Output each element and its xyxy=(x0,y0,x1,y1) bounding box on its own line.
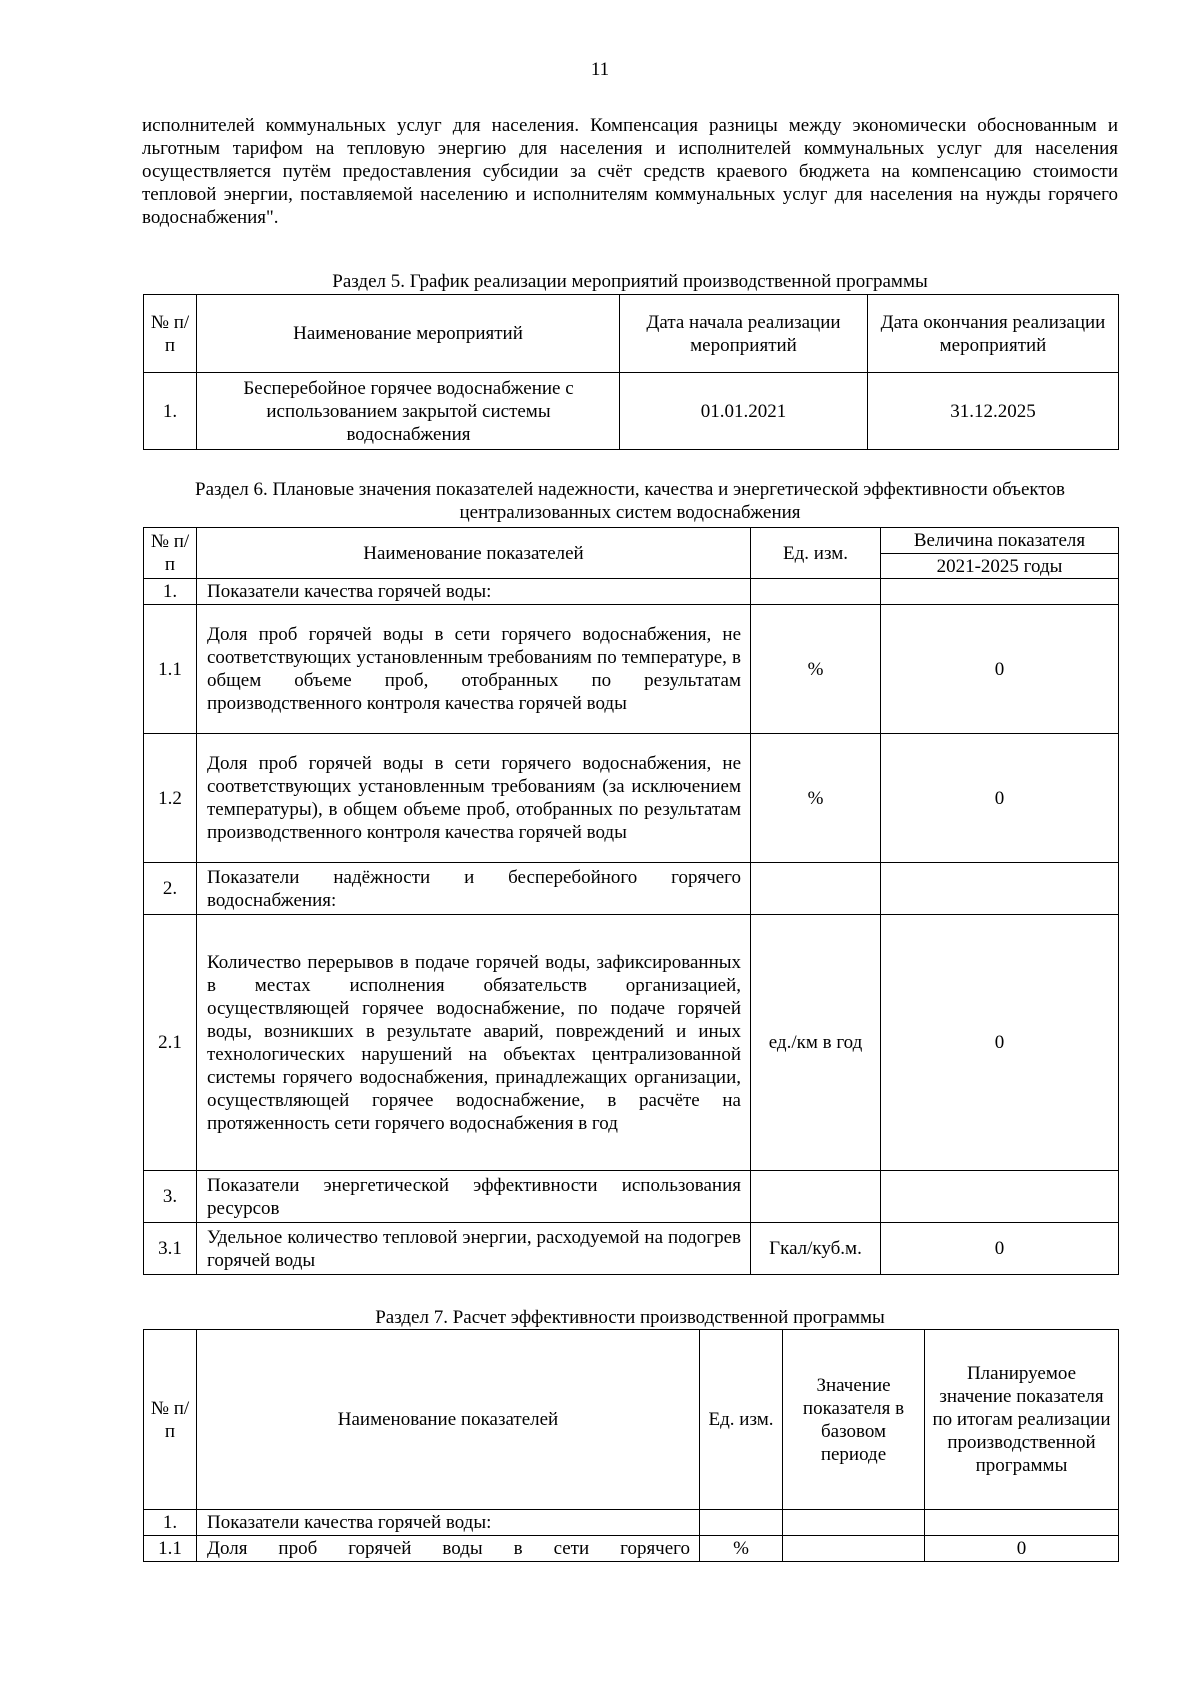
row-planned-value xyxy=(925,1510,1119,1536)
row-num: 3. xyxy=(144,1171,197,1223)
header-name: Наименование мероприятий xyxy=(197,295,620,373)
section6-table xyxy=(143,527,1119,1275)
section7-caption: Раздел 7. Расчет эффективности производственной программы xyxy=(375,1307,885,1328)
section6-caption: Раздел 6. Плановые значения показателей надежности, качества и энергетической эффективности объектов централизованных систем водоснабжения xyxy=(195,479,1065,523)
row-unit: % xyxy=(751,734,881,863)
row-num: 1.2 xyxy=(144,734,197,863)
section7-table xyxy=(143,1329,1119,1562)
row-num: 1. xyxy=(144,1510,197,1536)
table-row xyxy=(144,605,1119,734)
row-unit xyxy=(700,1510,783,1536)
row-value xyxy=(881,1171,1119,1223)
page-number: 11 xyxy=(590,59,610,80)
header-num: № п/п xyxy=(144,528,197,579)
table-header-row xyxy=(144,1330,1119,1510)
row-num: 1.1 xyxy=(144,1536,197,1562)
header-start-date: Дата начала реализации мероприятий xyxy=(620,295,868,373)
header-num: № п/п xyxy=(144,295,197,373)
header-num: № п/п xyxy=(144,1330,197,1510)
header-period: 2021-2025 годы xyxy=(881,554,1119,579)
section5-table xyxy=(143,294,1119,450)
header-value: Величина показателя xyxy=(881,528,1119,554)
row-name: Количество перерывов в подаче горячей воды, зафиксированных в местах исполнения обязательств организацией, осуществляющей горячее водоснабжение, по подаче горячей воды, возникших в результате аварий, повреждений и иных технологических нарушений на объектах централизованной системы горячего водоснабжения, принадлежащих организации, осуществляющей горячее водоснабжение, в расчёте на протяженность сети горячего водоснабжения в год xyxy=(197,915,751,1171)
row-end-date: 31.12.2025 xyxy=(868,373,1119,450)
row-unit xyxy=(751,579,881,605)
row-name: Показатели качества горячей воды: xyxy=(197,1510,700,1536)
table-row xyxy=(144,1536,1119,1562)
row-name: Показатели качества горячей воды: xyxy=(197,579,751,605)
table-header-row xyxy=(144,528,1119,554)
header-name: Наименование показателей xyxy=(197,1330,700,1510)
table-row xyxy=(144,863,1119,915)
row-value: 0 xyxy=(881,605,1119,734)
row-num: 3.1 xyxy=(144,1223,197,1275)
header-base-value: Значение показателя в базовом периоде xyxy=(783,1330,925,1510)
header-unit: Ед. изм. xyxy=(700,1330,783,1510)
table-row xyxy=(144,1171,1119,1223)
row-value: 0 xyxy=(881,734,1119,863)
table-row xyxy=(144,1223,1119,1275)
row-name: Доля проб горячей воды в сети горячего водоснабжения, не соответствующих установленным требованиям (за исключением температуры), в общем объеме проб, отобранных по результатам производственного контроля качества горячей воды xyxy=(197,734,751,863)
row-num: 1. xyxy=(144,373,197,450)
row-unit: ед./км в год xyxy=(751,915,881,1171)
table-row xyxy=(144,579,1119,605)
row-unit: Гкал/куб.м. xyxy=(751,1223,881,1275)
header-planned-value: Планируемое значение показателя по итогам реализации производственной программы xyxy=(925,1330,1119,1510)
row-num: 2.1 xyxy=(144,915,197,1171)
row-num: 1. xyxy=(144,579,197,605)
header-unit: Ед. изм. xyxy=(751,528,881,579)
row-value xyxy=(881,863,1119,915)
header-name: Наименование показателей xyxy=(197,528,751,579)
row-name: Удельное количество тепловой энергии, расходуемой на подогрев горячей воды xyxy=(197,1223,751,1275)
row-name: Бесперебойное горячее водоснабжение с использованием закрытой системы водоснабжения xyxy=(197,373,620,450)
table-row xyxy=(144,373,1119,450)
section5-caption: Раздел 5. График реализации мероприятий производственной программы xyxy=(332,271,928,292)
table-row xyxy=(144,734,1119,863)
table-row xyxy=(144,915,1119,1171)
intro-paragraph: исполнителей коммунальных услуг для населения. Компенсация разницы между экономически обоснованным и льготным тарифом на тепловую энергию для населения и исполнителей коммунальных услуг для населения осуществляется путём предоставления субсидии за счёт средств краевого бюджета на компенсацию стоимости тепловой энергии, поставляемой населению и исполнителям коммунальных услуг для населения на нужды горячего водоснабжения". xyxy=(142,115,1118,228)
row-unit xyxy=(751,1171,881,1223)
table-header-row xyxy=(144,295,1119,373)
row-value: 0 xyxy=(881,915,1119,1171)
row-name: Доля проб горячей воды в сети горячего xyxy=(197,1536,700,1562)
row-value: 0 xyxy=(881,1223,1119,1275)
row-start-date: 01.01.2021 xyxy=(620,373,868,450)
row-num: 2. xyxy=(144,863,197,915)
row-base-value xyxy=(783,1536,925,1562)
row-unit: % xyxy=(751,605,881,734)
row-unit: % xyxy=(700,1536,783,1562)
row-name: Показатели надёжности и бесперебойного горячего водоснабжения: xyxy=(197,863,751,915)
row-planned-value: 0 xyxy=(925,1536,1119,1562)
table-row xyxy=(144,1510,1119,1536)
row-name: Доля проб горячей воды в сети горячего водоснабжения, не соответствующих установленным требованиям по температуре, в общем объеме проб, отобранных по результатам производственного контроля качества горячей воды xyxy=(197,605,751,734)
row-num: 1.1 xyxy=(144,605,197,734)
row-value xyxy=(881,579,1119,605)
row-unit xyxy=(751,863,881,915)
row-base-value xyxy=(783,1510,925,1536)
row-name: Показатели энергетической эффективности использования ресурсов xyxy=(197,1171,751,1223)
header-end-date: Дата окончания реализации мероприятий xyxy=(868,295,1119,373)
